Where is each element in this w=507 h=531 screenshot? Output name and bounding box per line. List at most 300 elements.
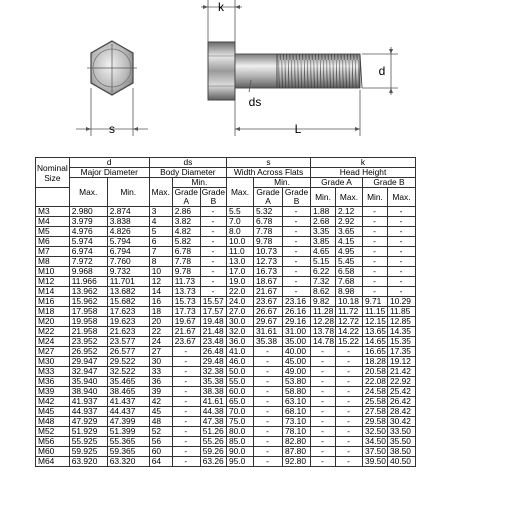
table-cell: - (362, 277, 387, 287)
table-cell: 65.0 (227, 397, 254, 407)
table-cell: - (311, 347, 336, 357)
table-cell: 10.73 (254, 247, 283, 257)
table-cell: 3.838 (107, 217, 149, 227)
table-cell: 23.67 (172, 337, 200, 347)
table-cell: 40.00 (283, 347, 311, 357)
header-k-a-min: Min. (311, 188, 336, 207)
table-cell: - (283, 247, 311, 257)
row-nominal-size: M39 (36, 387, 70, 397)
table-cell: - (335, 457, 362, 467)
table-cell: 51.929 (69, 427, 107, 437)
table-cell: 29.48 (200, 357, 226, 367)
table-row (36, 257, 416, 267)
table-cell: 5.15 (311, 257, 336, 267)
table-cell: 38.465 (107, 387, 149, 397)
table-cell: - (335, 357, 362, 367)
table-cell: 12.73 (254, 257, 283, 267)
table-cell: 23.67 (254, 297, 283, 307)
header-ds-grade-a: Grade A (172, 188, 200, 207)
table-cell: 13.78 (311, 327, 336, 337)
table-cell: 16.65 (362, 347, 387, 357)
table-cell: 11.72 (335, 307, 362, 317)
table-cell: 3.35 (311, 227, 336, 237)
table-cell: 38.940 (69, 387, 107, 397)
table-cell: 35.50 (387, 437, 415, 447)
table-cell: 9.82 (311, 297, 336, 307)
table-cell: 11.15 (362, 307, 387, 317)
table-cell: 49.00 (283, 367, 311, 377)
table-cell: 7.0 (227, 217, 254, 227)
table-cell: 5.45 (335, 257, 362, 267)
table-cell: - (254, 407, 283, 417)
table-cell: 37.50 (362, 447, 387, 457)
table-cell: - (200, 217, 226, 227)
table-cell: 5.32 (254, 207, 283, 217)
header-major-diameter: Major Diameter (69, 168, 149, 178)
row-nominal-size: M12 (36, 277, 70, 287)
table-cell: 6.22 (311, 267, 336, 277)
table-cell: 34.50 (362, 437, 387, 447)
table-cell: 24 (149, 337, 172, 347)
table-cell: 32.50 (362, 427, 387, 437)
table-cell: 53.80 (283, 377, 311, 387)
table-cell: 30.42 (387, 417, 415, 427)
table-cell: 10 (149, 267, 172, 277)
table-cell: 25.42 (387, 387, 415, 397)
row-nominal-size: M10 (36, 267, 70, 277)
table-cell: 17.35 (387, 347, 415, 357)
table-cell: 33.50 (387, 427, 415, 437)
table-cell: 19.67 (172, 317, 200, 327)
table-cell: 18.67 (254, 277, 283, 287)
table-cell: 11.28 (311, 307, 336, 317)
table-cell: 29.58 (362, 417, 387, 427)
table-cell: 21.67 (254, 287, 283, 297)
table-cell: - (335, 367, 362, 377)
table-cell: 95.0 (227, 457, 254, 467)
table-cell: - (311, 457, 336, 467)
table-cell: 13.962 (69, 287, 107, 297)
table-cell: 4 (149, 217, 172, 227)
table-cell: 11.701 (107, 277, 149, 287)
table-cell: 30.0 (227, 317, 254, 327)
table-cell: 44.38 (200, 407, 226, 417)
table-cell: 6.974 (69, 247, 107, 257)
header-ds-grade-b: Grade B (201, 187, 226, 206)
table-cell: 39.50 (362, 457, 387, 467)
table-cell: 4.826 (107, 227, 149, 237)
label-s: s (109, 122, 115, 136)
table-cell: - (283, 237, 311, 247)
table-cell: 52 (149, 427, 172, 437)
row-nominal-size: M64 (36, 457, 70, 467)
table-cell: 47.929 (69, 417, 107, 427)
table-cell: 30 (149, 357, 172, 367)
table-cell: 35.940 (69, 377, 107, 387)
label-k: k (218, 0, 224, 14)
table-cell: - (172, 377, 200, 387)
table-cell: 20 (149, 317, 172, 327)
header-s-max: Max. (227, 178, 254, 207)
table-cell: 11.966 (69, 277, 107, 287)
table-cell: - (254, 427, 283, 437)
table-cell: 29.522 (107, 357, 149, 367)
table-cell: 22.0 (227, 287, 254, 297)
table-cell: 26.42 (387, 397, 415, 407)
table-cell: 10.29 (387, 297, 415, 307)
table-cell: 46.0 (227, 357, 254, 367)
table-cell: 7.972 (69, 257, 107, 267)
table-cell: 38.38 (200, 387, 226, 397)
table-cell: 47.38 (200, 417, 226, 427)
table-cell: 17.73 (172, 307, 200, 317)
table-cell: - (362, 257, 387, 267)
table-cell: - (311, 377, 336, 387)
table-cell: - (200, 267, 226, 277)
table-cell: - (311, 407, 336, 417)
table-cell: - (311, 427, 336, 437)
table-cell: 2.86 (172, 207, 200, 217)
table-row (36, 287, 416, 297)
table-cell: - (254, 437, 283, 447)
table-cell: - (362, 217, 387, 227)
table-cell: - (362, 237, 387, 247)
table-cell: 87.80 (283, 447, 311, 457)
table-cell: 8.98 (335, 287, 362, 297)
table-cell: - (254, 387, 283, 397)
table-cell: 26.952 (69, 347, 107, 357)
table-cell: 36.0 (227, 337, 254, 347)
table-row (36, 347, 416, 357)
table-cell: 2.12 (335, 207, 362, 217)
table-cell: 23.16 (283, 297, 311, 307)
table-row (36, 207, 416, 217)
table-cell: - (387, 247, 415, 257)
table-cell: 90.0 (227, 447, 254, 457)
table-cell: 14.65 (362, 337, 387, 347)
header-group-s: s (227, 158, 311, 168)
table-cell: - (200, 227, 226, 237)
table-cell: - (387, 257, 415, 267)
row-nominal-size: M3 (36, 207, 70, 217)
table-row (36, 317, 416, 327)
table-cell: - (283, 217, 311, 227)
table-cell: 40.50 (387, 457, 415, 467)
table-cell: - (335, 397, 362, 407)
table-cell: 26.67 (254, 307, 283, 317)
table-cell: 15.73 (172, 297, 200, 307)
table-cell: 12 (149, 277, 172, 287)
header-ds-min: Min. (172, 178, 226, 188)
table-cell: 23.952 (69, 337, 107, 347)
header-k-grade-b: Grade B (362, 178, 415, 188)
table-cell: 3.979 (69, 217, 107, 227)
row-nominal-size: M14 (36, 287, 70, 297)
table-cell: 60.0 (227, 387, 254, 397)
table-cell: 42 (149, 397, 172, 407)
table-cell: - (311, 437, 336, 447)
table-cell: 2.874 (107, 207, 149, 217)
row-nominal-size: M48 (36, 417, 70, 427)
table-cell: - (335, 387, 362, 397)
row-nominal-size: M4 (36, 217, 70, 227)
table-cell: - (387, 217, 415, 227)
table-cell: 15.35 (387, 337, 415, 347)
table-cell: 32.38 (200, 367, 226, 377)
table-cell: 7.78 (254, 227, 283, 237)
table-cell: 41.437 (107, 397, 149, 407)
table-cell: 63.10 (283, 397, 311, 407)
table-cell: 14.35 (387, 327, 415, 337)
table-cell: 1.88 (311, 207, 336, 217)
table-cell: 3.65 (335, 227, 362, 237)
table-cell: - (254, 367, 283, 377)
table-cell: - (172, 417, 200, 427)
table-cell: 25.58 (362, 397, 387, 407)
table-cell: - (200, 287, 226, 297)
table-cell: 26.16 (283, 307, 311, 317)
table-cell: - (335, 347, 362, 357)
table-cell: 4.976 (69, 227, 107, 237)
table-cell: - (172, 447, 200, 457)
table-cell: - (172, 367, 200, 377)
table-row (36, 407, 416, 417)
table-cell: 6 (149, 237, 172, 247)
table-cell: 14.22 (335, 327, 362, 337)
table-cell: - (254, 457, 283, 467)
row-nominal-size: M8 (36, 257, 70, 267)
row-nominal-size: M20 (36, 317, 70, 327)
header-body-diameter: Body Diameter (149, 168, 226, 178)
table-cell: 59.365 (107, 447, 149, 457)
table-cell: 31.00 (283, 327, 311, 337)
table-cell: 68.10 (283, 407, 311, 417)
table-cell: 3.85 (311, 237, 336, 247)
table-cell: 13.682 (107, 287, 149, 297)
table-cell: - (387, 207, 415, 217)
table-cell: 19.12 (387, 357, 415, 367)
row-nominal-size: M7 (36, 247, 70, 257)
table-cell: - (254, 347, 283, 357)
table-cell: - (254, 377, 283, 387)
table-cell: 56 (149, 437, 172, 447)
table-cell: 17.958 (69, 307, 107, 317)
header-d-max: Max. (69, 178, 107, 207)
table-cell: 6.78 (254, 217, 283, 227)
table-cell: - (172, 427, 200, 437)
table-cell: - (362, 267, 387, 277)
header-s-grade-b: Grade B (283, 188, 311, 207)
table-row (36, 437, 416, 447)
table-cell: 22.08 (362, 377, 387, 387)
table-cell: 48 (149, 417, 172, 427)
table-row (36, 457, 416, 467)
table-row (36, 217, 416, 227)
header-head-height: Head Height (311, 168, 416, 178)
table-cell: - (311, 357, 336, 367)
table-cell: - (387, 287, 415, 297)
table-cell: 19.958 (69, 317, 107, 327)
table-cell: 29.947 (69, 357, 107, 367)
table-cell: 4.15 (335, 237, 362, 247)
table-cell: 12.85 (387, 317, 415, 327)
table-cell: 32.522 (107, 367, 149, 377)
table-cell: 73.10 (283, 417, 311, 427)
table-cell: - (283, 267, 311, 277)
table-cell: 4.65 (311, 247, 336, 257)
table-cell: - (200, 207, 226, 217)
table-cell: - (311, 367, 336, 377)
row-nominal-size: M5 (36, 227, 70, 237)
table-cell: 17.623 (107, 307, 149, 317)
table-cell: 9.78 (172, 267, 200, 277)
table-cell: 11.73 (172, 277, 200, 287)
table-cell: 12.28 (311, 317, 336, 327)
table-cell: 55.365 (107, 437, 149, 447)
table-row (36, 267, 416, 277)
table-cell: - (283, 287, 311, 297)
row-nominal-size: M52 (36, 427, 70, 437)
table-cell: 35.465 (107, 377, 149, 387)
table-cell: 12.72 (335, 317, 362, 327)
table-cell: 22.92 (387, 377, 415, 387)
table-cell: 41.937 (69, 397, 107, 407)
table-cell: 21.958 (69, 327, 107, 337)
table-cell: 45.00 (283, 357, 311, 367)
table-cell: 35.38 (254, 337, 283, 347)
table-cell: 35.00 (283, 337, 311, 347)
table-cell: - (311, 387, 336, 397)
table-row (36, 417, 416, 427)
table-cell: 29.67 (254, 317, 283, 327)
table-cell: 18 (149, 307, 172, 317)
table-cell: - (335, 407, 362, 417)
table-cell: 6.78 (172, 247, 200, 257)
hex-head-front-view (87, 41, 137, 95)
table-cell: 15.57 (200, 297, 226, 307)
table-row (36, 247, 416, 257)
table-cell: - (172, 347, 200, 357)
table-cell: 29.16 (283, 317, 311, 327)
table-cell: 59.925 (69, 447, 107, 457)
table-cell: 16.73 (254, 267, 283, 277)
table-cell: 50.0 (227, 367, 254, 377)
table-row (36, 237, 416, 247)
header-d-min: Min. (107, 178, 149, 207)
table-cell: 32.0 (227, 327, 254, 337)
table-cell: 14.78 (311, 337, 336, 347)
header-nominal-size: Nominal Size (36, 158, 70, 188)
table-cell: 10.18 (335, 297, 362, 307)
table-row (36, 387, 416, 397)
table-cell: 21.623 (107, 327, 149, 337)
table-cell: - (254, 357, 283, 367)
table-cell: 8 (149, 257, 172, 267)
table-cell: - (335, 417, 362, 427)
table-cell: - (200, 277, 226, 287)
header-blank (36, 188, 70, 207)
table-cell: 9.968 (69, 267, 107, 277)
header-k-b-min: Min. (362, 188, 387, 207)
table-cell: 27 (149, 347, 172, 357)
table-cell: 28.42 (387, 407, 415, 417)
table-cell: 39 (149, 387, 172, 397)
table-cell: 55.26 (200, 437, 226, 447)
table-cell: 47.399 (107, 417, 149, 427)
row-nominal-size: M16 (36, 297, 70, 307)
table-cell: 80.0 (227, 427, 254, 437)
table-cell: 12.15 (362, 317, 387, 327)
table-body (36, 207, 416, 467)
bolt-dimensions-table (35, 157, 416, 467)
table-cell: 58.80 (283, 387, 311, 397)
table-cell: 51.26 (200, 427, 226, 437)
table-cell: - (254, 447, 283, 457)
row-nominal-size: M22 (36, 327, 70, 337)
table-cell: 4.82 (172, 227, 200, 237)
table-cell: - (172, 387, 200, 397)
table-cell: 7.78 (172, 257, 200, 267)
row-nominal-size: M6 (36, 237, 70, 247)
table-row (36, 277, 416, 287)
table-cell: 10.0 (227, 237, 254, 247)
table-cell: 60 (149, 447, 172, 457)
row-nominal-size: M42 (36, 397, 70, 407)
table-cell: - (387, 277, 415, 287)
table-cell: 15.682 (107, 297, 149, 307)
table-cell: 11.0 (227, 247, 254, 257)
table-row (36, 357, 416, 367)
row-nominal-size: M24 (36, 337, 70, 347)
table-cell: 23.577 (107, 337, 149, 347)
table-cell: 44.937 (69, 407, 107, 417)
table-cell: - (362, 207, 387, 217)
table-cell: - (172, 357, 200, 367)
table-row (36, 397, 416, 407)
row-nominal-size: M27 (36, 347, 70, 357)
table-cell: 15.22 (335, 337, 362, 347)
table-cell: 70.0 (227, 407, 254, 417)
table-cell: 27.58 (362, 407, 387, 417)
table-cell: 51.399 (107, 427, 149, 437)
table-cell: 38.50 (387, 447, 415, 457)
table-cell: 2.92 (335, 217, 362, 227)
header-group-ds: ds (149, 158, 226, 168)
label-d: d (378, 64, 386, 78)
table-cell: - (335, 437, 362, 447)
table-cell: 7.760 (107, 257, 149, 267)
table-row (36, 427, 416, 437)
table-row (36, 447, 416, 457)
table-cell: - (311, 417, 336, 427)
table-cell: 63.26 (200, 457, 226, 467)
header-k-a-max: Max. (335, 188, 362, 207)
table-cell: - (172, 437, 200, 447)
table-cell: 7.32 (311, 277, 336, 287)
table-cell: 13.0 (227, 257, 254, 267)
label-ds: ds (248, 95, 262, 109)
table-cell: 24.0 (227, 297, 254, 307)
table-cell: - (335, 427, 362, 437)
table-row (36, 307, 416, 317)
table-cell: 78.10 (283, 427, 311, 437)
table-cell: 5.794 (107, 237, 149, 247)
table-cell: 32.947 (69, 367, 107, 377)
header-s-grade-a: Grade A (254, 188, 283, 207)
table-cell: - (200, 257, 226, 267)
row-nominal-size: M33 (36, 367, 70, 377)
table-cell: 31.61 (254, 327, 283, 337)
